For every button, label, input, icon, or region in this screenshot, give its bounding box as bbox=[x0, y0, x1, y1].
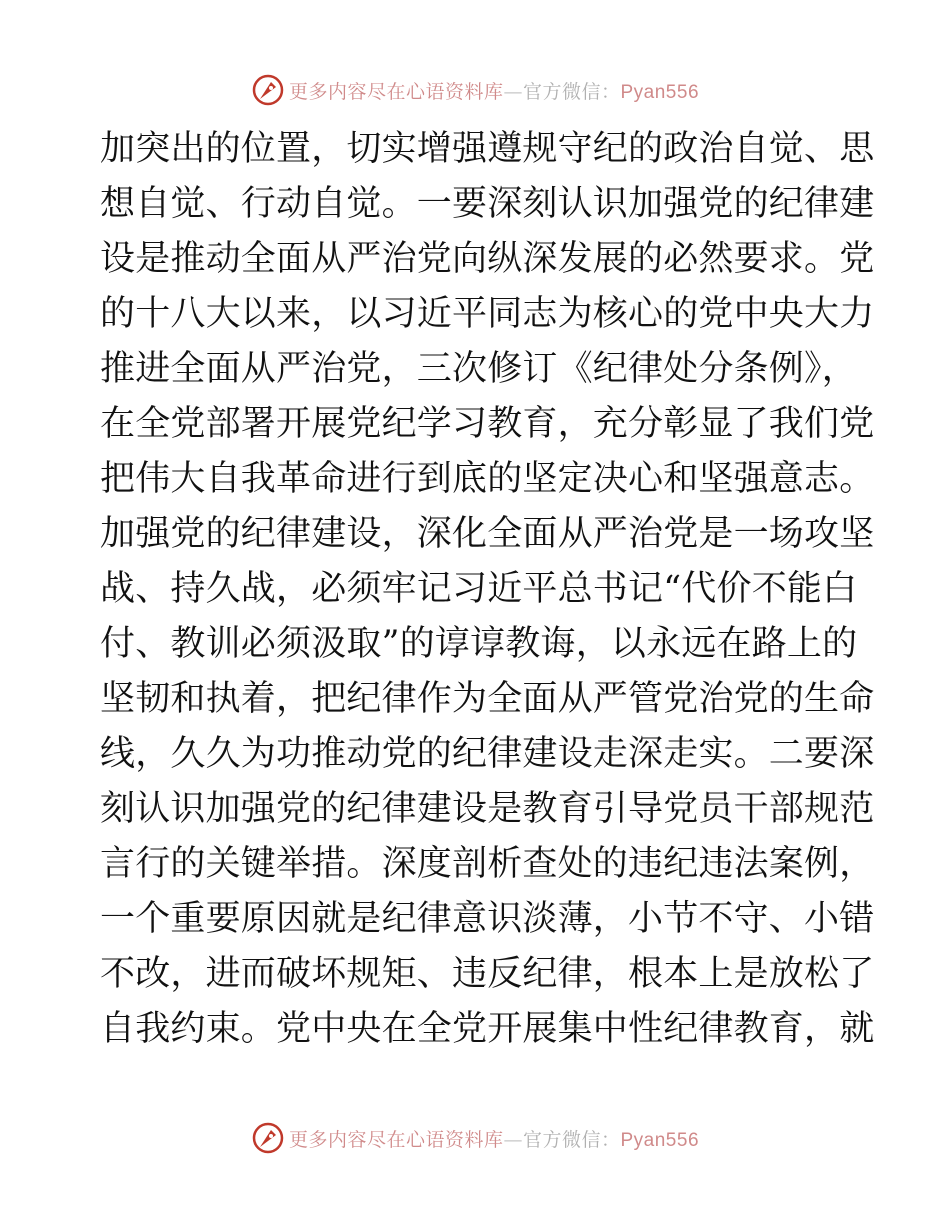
text-line: 刻认识加强党的纪律建设是教育引导党员干部规范 bbox=[100, 789, 875, 829]
banner-dash: — bbox=[503, 1128, 523, 1151]
banner-wechat-id: Pyan556 bbox=[620, 81, 700, 103]
text-line: 推进全面从严治党，三次修订《纪律处分条例》， bbox=[100, 349, 857, 389]
text-line: 言行的关键举措。深度剖析查处的违纪违法案例， bbox=[100, 844, 875, 884]
text-line: 在全党部署开展党纪学习教育，充分彰显了我们党 bbox=[100, 404, 875, 444]
text-line: 线，久久为功推动党的纪律建设走深走实。二要深 bbox=[100, 734, 875, 774]
text-line: 设是推动全面从严治党向纵深发展的必然要求。党 bbox=[100, 239, 875, 279]
banner-wechat-label: 官方微信： bbox=[522, 1128, 621, 1151]
pen-nib-logo-icon bbox=[251, 1121, 285, 1155]
footer-banner bbox=[0, 1118, 950, 1158]
banner-dash: — bbox=[503, 80, 523, 103]
text-line: 战、持久战，必须牢记习近平总书记“代价不能白 bbox=[100, 569, 858, 609]
text-line: 不改，进而破坏规矩、违反纪律，根本上是放松了 bbox=[100, 954, 875, 994]
text-line: 的十八大以来，以习近平同志为核心的党中央大力 bbox=[100, 294, 875, 334]
banner-wechat-label: 官方微信： bbox=[522, 80, 621, 103]
text-line: 一个重要原因就是纪律意识淡薄，小节不守、小错 bbox=[100, 899, 875, 939]
banner-text bbox=[289, 1125, 699, 1152]
text-line: 自我约束。党中央在全党开展集中性纪律教育，就 bbox=[100, 1009, 875, 1049]
text-line: 把伟大自我革命进行到底的坚定决心和坚强意志。 bbox=[100, 459, 875, 499]
text-line: 坚韧和执着，把纪律作为全面从严管党治党的生命 bbox=[100, 679, 875, 719]
pen-nib-logo-icon bbox=[251, 73, 285, 107]
header-banner bbox=[0, 70, 950, 110]
banner-wechat-id: Pyan556 bbox=[620, 1129, 700, 1151]
text-line: 想自觉、行动自觉。一要深刻认识加强党的纪律建 bbox=[100, 184, 875, 224]
text-line: 加强党的纪律建设，深化全面从严治党是一场攻坚 bbox=[100, 514, 875, 554]
banner-main: 更多内容尽在心语资料库 bbox=[288, 1128, 504, 1151]
banner-main: 更多内容尽在心语资料库 bbox=[288, 80, 504, 103]
text-line: 付、教训必须汲取”的谆谆教诲，以永远在路上的 bbox=[100, 624, 858, 664]
banner-text bbox=[289, 77, 699, 104]
document-body bbox=[100, 122, 875, 1057]
text-line: 加突出的位置，切实增强遵规守纪的政治自觉、思 bbox=[100, 129, 875, 169]
